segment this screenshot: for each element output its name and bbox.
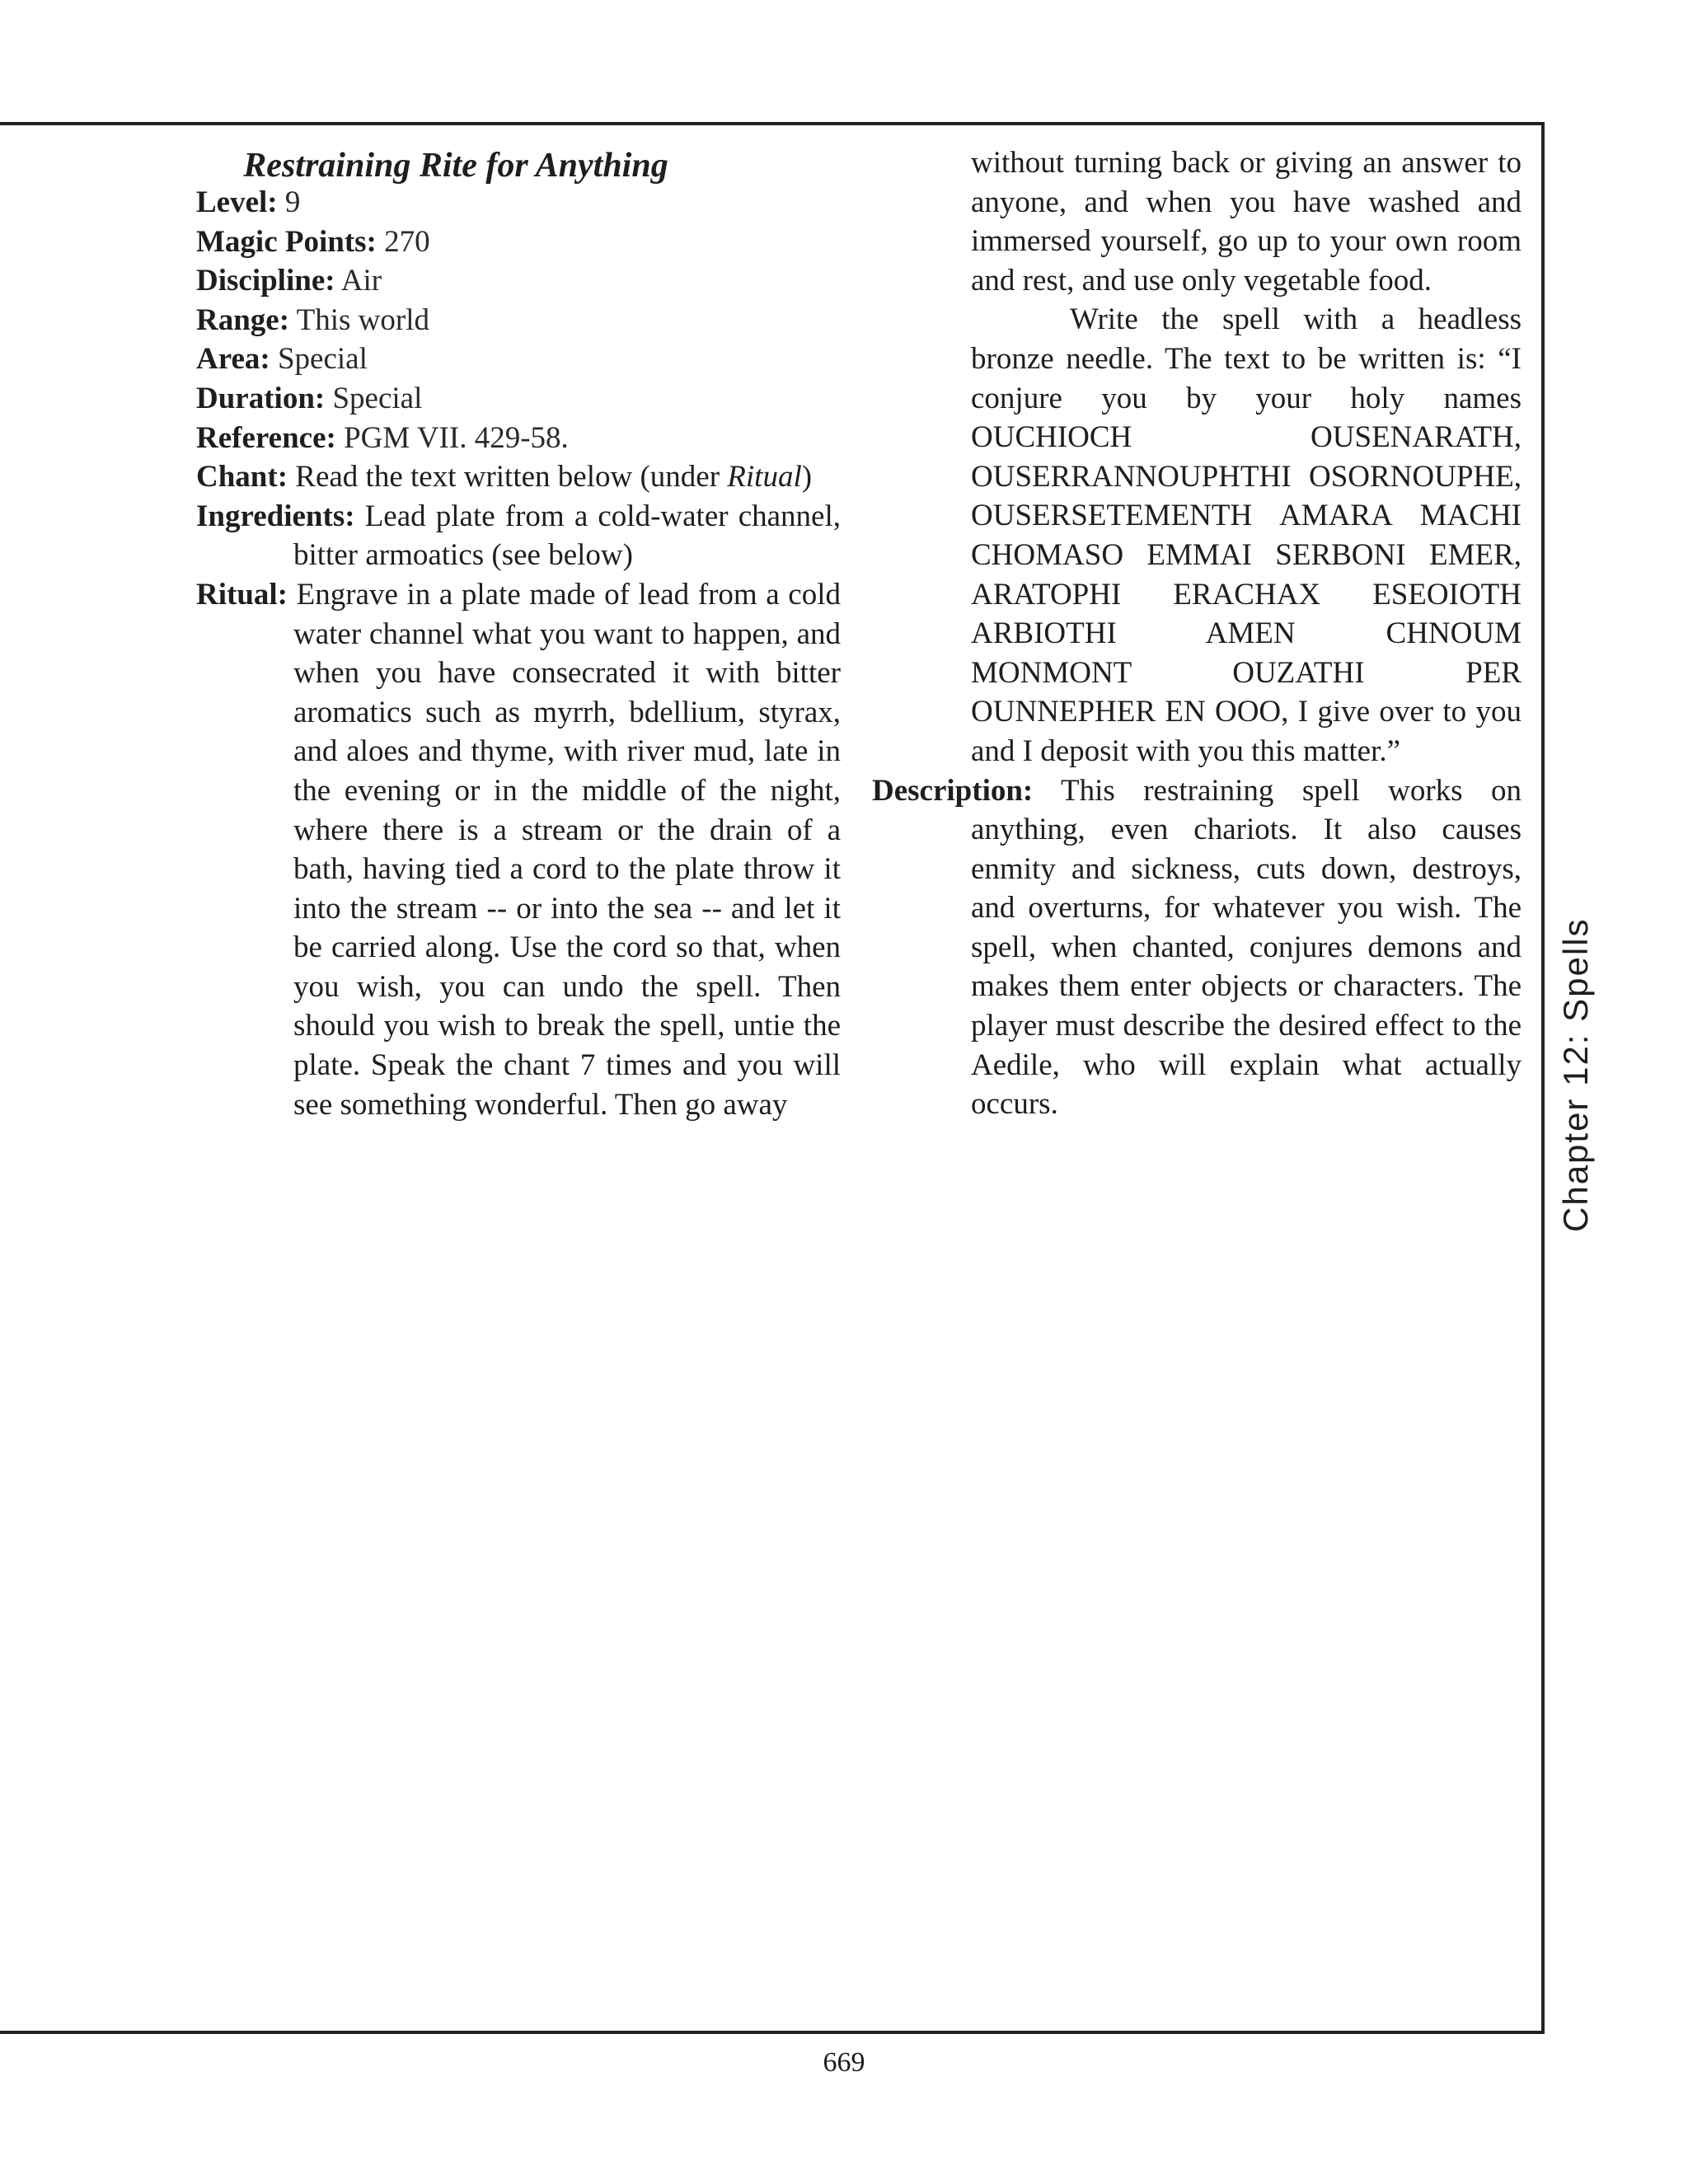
- field-value: 270: [384, 224, 430, 259]
- field-value: Special: [277, 342, 368, 377]
- ritual-text: Engrave in a plate made of lead from a cold water channel what you want to happen, and when you have consecrated it with bitter aromatics such as myrrh, bdellium, styrax, and aloes and thyme, with river mud, late in the evening or in the middle of the night, where there is a stream or the drain of a bath, having tied a cord to the plate throw it into the stream -- or into the sea -- and let it be carried along. Use the cord so that, when you wish, you can undo the spell. Then should you wish to break the spell, untie the plate. Speak the chant 7 times and you will see something wonderful. Then go away: [293, 577, 842, 1122]
- field-label: Ritual:: [196, 577, 288, 612]
- field-area: [196, 340, 841, 379]
- chant-text-end: ): [801, 460, 813, 494]
- field-level: [196, 183, 841, 223]
- field-label: Level:: [196, 185, 278, 219]
- field-chant: [196, 457, 841, 497]
- left-column: [196, 143, 841, 1124]
- ritual-continuation: without turning back or giving an answer to anyone, and when you have washed and immersed yourself, go up to your own room and rest, and use only vegetable food.: [971, 146, 1522, 298]
- field-label: Magic Points:: [196, 224, 377, 259]
- field-label: Area:: [196, 342, 270, 377]
- field-label: Ingredients:: [196, 499, 355, 533]
- ritual-spell-text: Write the spell with a headless bronze needle. The text to be written is: “I conjure you by your holy names OUCHIOCH OUSENARATH, OUSERRANNOUPHTHI OSORNOUPHE, OUSERSETEMENTH AMARA MACHI CHOMASO EMMAI SERBONI EMER, ARATOPHI ERACHAX ESEOIOTH ARBIOTHI AMEN CHNOUM MONMONT OUZATHI PER OUNNEPHER EN OOO, I give over to you and I deposit with you this matter.”: [971, 302, 1522, 768]
- field-label: Duration:: [196, 381, 326, 415]
- field-value: 9: [284, 185, 301, 219]
- field-label: Description:: [872, 773, 1034, 808]
- page-frame-top-rule: [0, 122, 1545, 125]
- field-label: Chant:: [196, 460, 288, 494]
- field-label: Reference:: [196, 420, 336, 455]
- chant-ritual-ref: Ritual: [727, 460, 802, 494]
- field-description: [773, 771, 1522, 1124]
- field-value: Special: [332, 381, 423, 415]
- page-frame-right-rule: [1541, 122, 1545, 2034]
- field-label: Range:: [196, 302, 290, 337]
- right-column: [872, 143, 1522, 1124]
- field-discipline: [196, 261, 841, 301]
- field-magic-points: [196, 223, 841, 262]
- field-duration: [196, 379, 841, 419]
- field-range: [196, 301, 841, 340]
- page-number: 669: [823, 2047, 865, 2078]
- field-ritual: [196, 575, 841, 1124]
- spell-title: Restraining Rite for Anything: [243, 147, 668, 185]
- description-text: This restraining spell works on anything, even chariots. It also causes enmity and sickness, cuts down, destroys, and overturns, for whatever you wish. The spell, when chanted, conjures demons and makes them enter objects or characters. The player must describe the desired effect to the Aedile, who will explain what actually occurs.: [971, 773, 1522, 1122]
- field-value: Air: [340, 264, 382, 298]
- field-reference: [196, 419, 841, 458]
- field-ingredients: [196, 497, 841, 575]
- ingredients-text: Lead plate from a cold-water channel, bitter armoatics (see below): [293, 499, 841, 573]
- chapter-side-label: Chapter 12: Spells: [1556, 917, 1595, 1232]
- field-label: Discipline:: [196, 264, 335, 298]
- chant-text: Read the text written below (under: [295, 460, 728, 494]
- page-frame-bottom-rule: [0, 2031, 1545, 2034]
- field-value: PGM VII. 429-58.: [344, 420, 569, 455]
- field-value: This world: [296, 302, 429, 337]
